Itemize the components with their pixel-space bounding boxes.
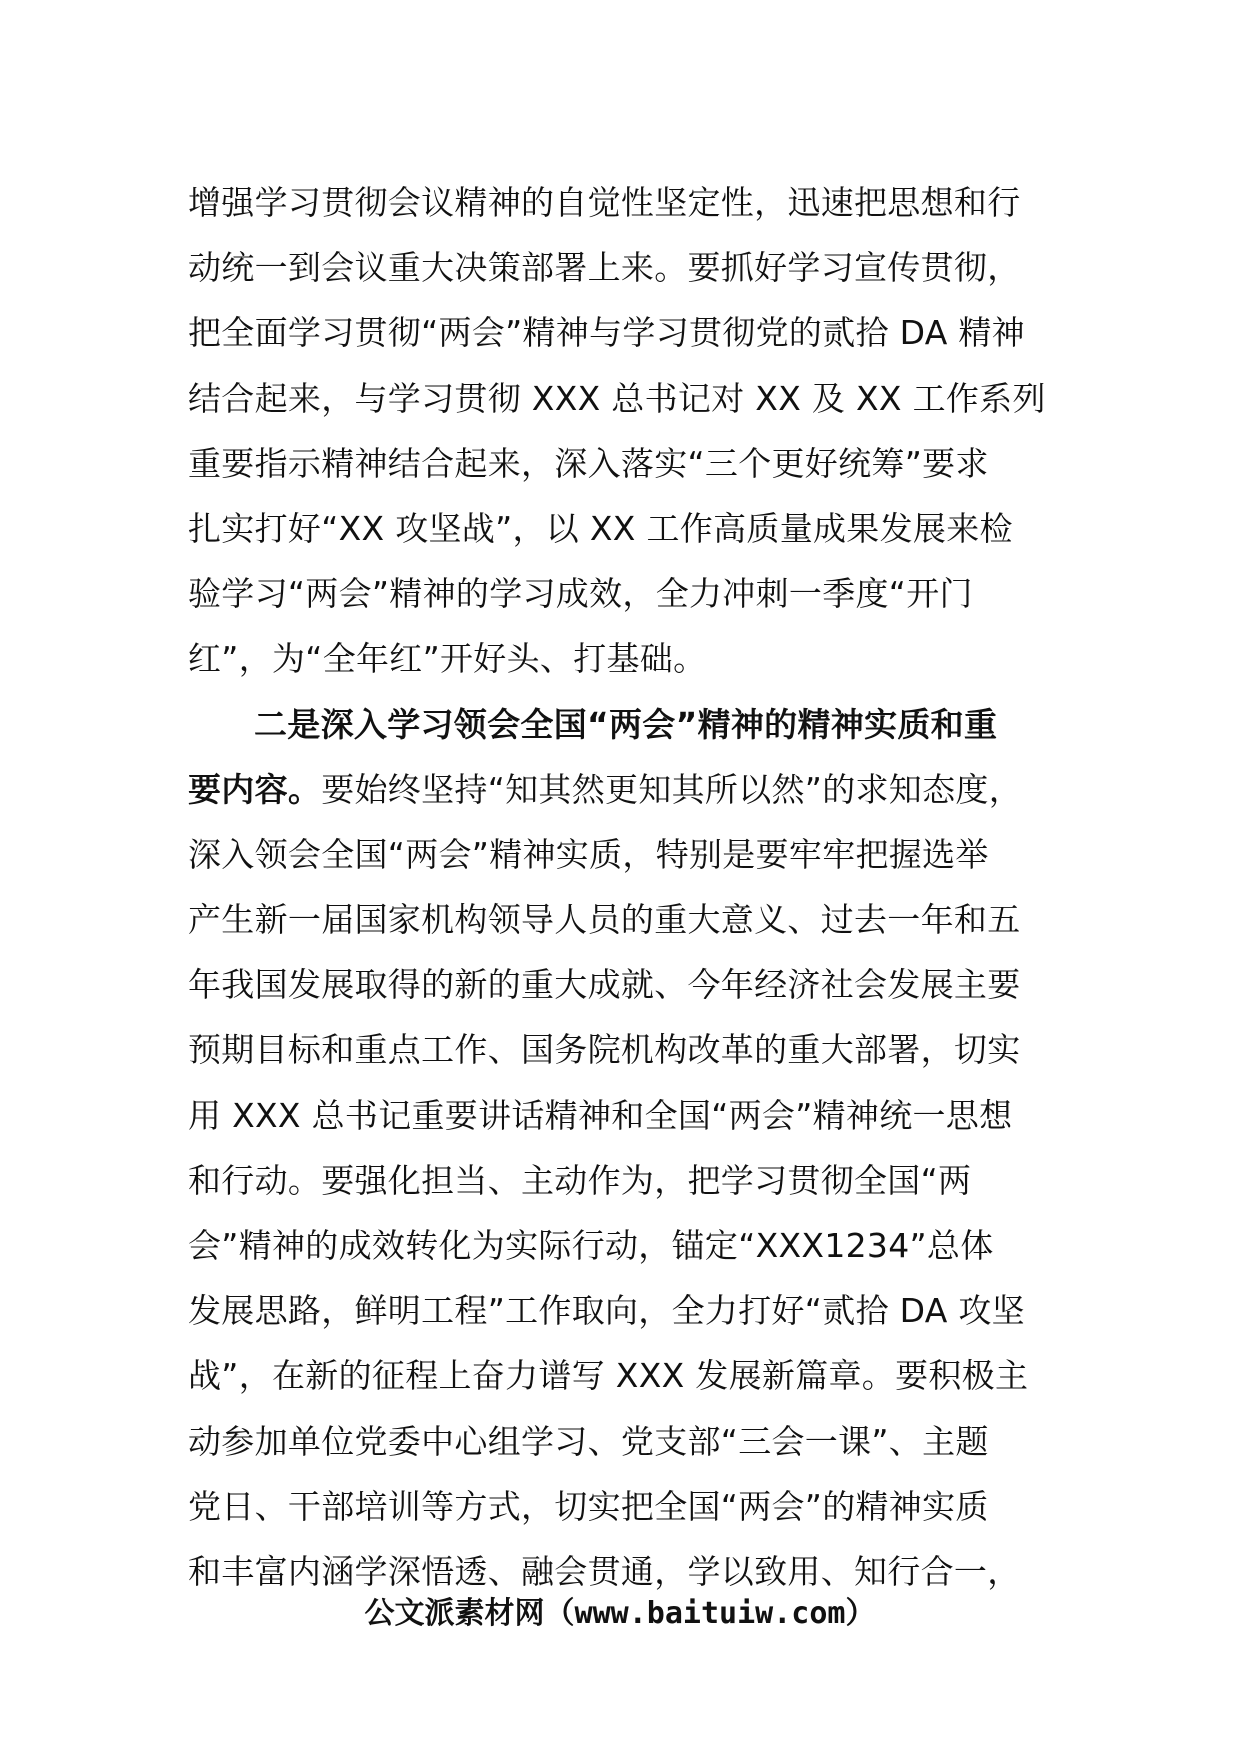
paragraph-line-2: 动统一到会议重大决策部署上来。要抓好学习宣传贯彻， [188, 248, 1021, 288]
paragraph-line-1: 增强学习贯彻会议精神的自觉性坚定性，迅速把思想和行 [188, 183, 1021, 222]
section-body-start: 要始终坚持“知其然更知其所以然”的求知态度， [321, 769, 1022, 809]
paragraph-line-5: 重要指示精神结合起来，深入落实“三个更好统筹”要求 [188, 443, 989, 483]
section-heading-continuation-line [188, 757, 1068, 822]
section-line-2: 产生新一届国家机构领导人员的重大意义、过去一年和五 [188, 900, 1021, 940]
section-heading: 二是深入学习领会全国“两会”精神的精神实质和重 [254, 704, 998, 744]
section-line-8: 发展思路，鲜明工程”工作取向，全力打好“贰拾 DA 攻坚 [188, 1291, 1025, 1331]
section-line-1: 深入领会全国“两会”精神实质，特别是要牢牢把握选举 [188, 834, 989, 874]
footer-url[interactable]: （www.baituiw.com） [544, 1596, 876, 1631]
document-body [188, 170, 1068, 1604]
paragraph-line-8: 红”，为“全年红”开好头、打基础。 [188, 639, 707, 679]
footer-site-name: 公文派素材网 [364, 1596, 545, 1631]
section-line-3: 年我国发展取得的新的重大成就、今年经济社会发展主要 [188, 965, 1021, 1005]
page-footer [0, 1594, 1240, 1634]
section-heading-end: 要内容。 [188, 769, 322, 809]
section-line-4: 预期目标和重点工作、国务院机构改革的重大部署，切实 [188, 1030, 1021, 1070]
section-line-7: 会”精神的成效转化为实际行动，锚定“XXX1234”总体 [188, 1226, 994, 1265]
section-line-9: 战”，在新的征程上奋力谱写 XXX 发展新篇章。要积极主 [188, 1356, 1029, 1396]
section-line-11: 党日、干部培训等方式，切实把全国“两会”的精神实质 [188, 1486, 989, 1526]
paragraph-line-3: 把全面学习贯彻“两会”精神与学习贯彻党的贰拾 DA 精神 [188, 313, 1025, 353]
paragraph-line-7: 验学习“两会”精神的学习成效，全力冲刺一季度“开门 [188, 574, 973, 614]
section-line-6: 和行动。要强化担当、主动作为，把学习贯彻全国“两 [188, 1160, 972, 1200]
section-line-12: 和丰富内涵学深悟透、融会贯通，学以致用、知行合一， [188, 1551, 1021, 1591]
section-line-10: 动参加单位党委中心组学习、党支部“三会一课”、主题 [188, 1421, 989, 1461]
section-line-5: 用 XXX 总书记重要讲话精神和全国“两会”精神统一思想 [188, 1095, 1013, 1135]
paragraph-line-6: 扎实打好“XX 攻坚战”，以 XX 工作高质量成果发展来检 [188, 508, 1013, 548]
paragraph-line-4: 结合起来，与学习贯彻 XXX 总书记对 XX 及 XX 工作系列 [188, 378, 1046, 418]
section-heading-line [188, 692, 1068, 757]
